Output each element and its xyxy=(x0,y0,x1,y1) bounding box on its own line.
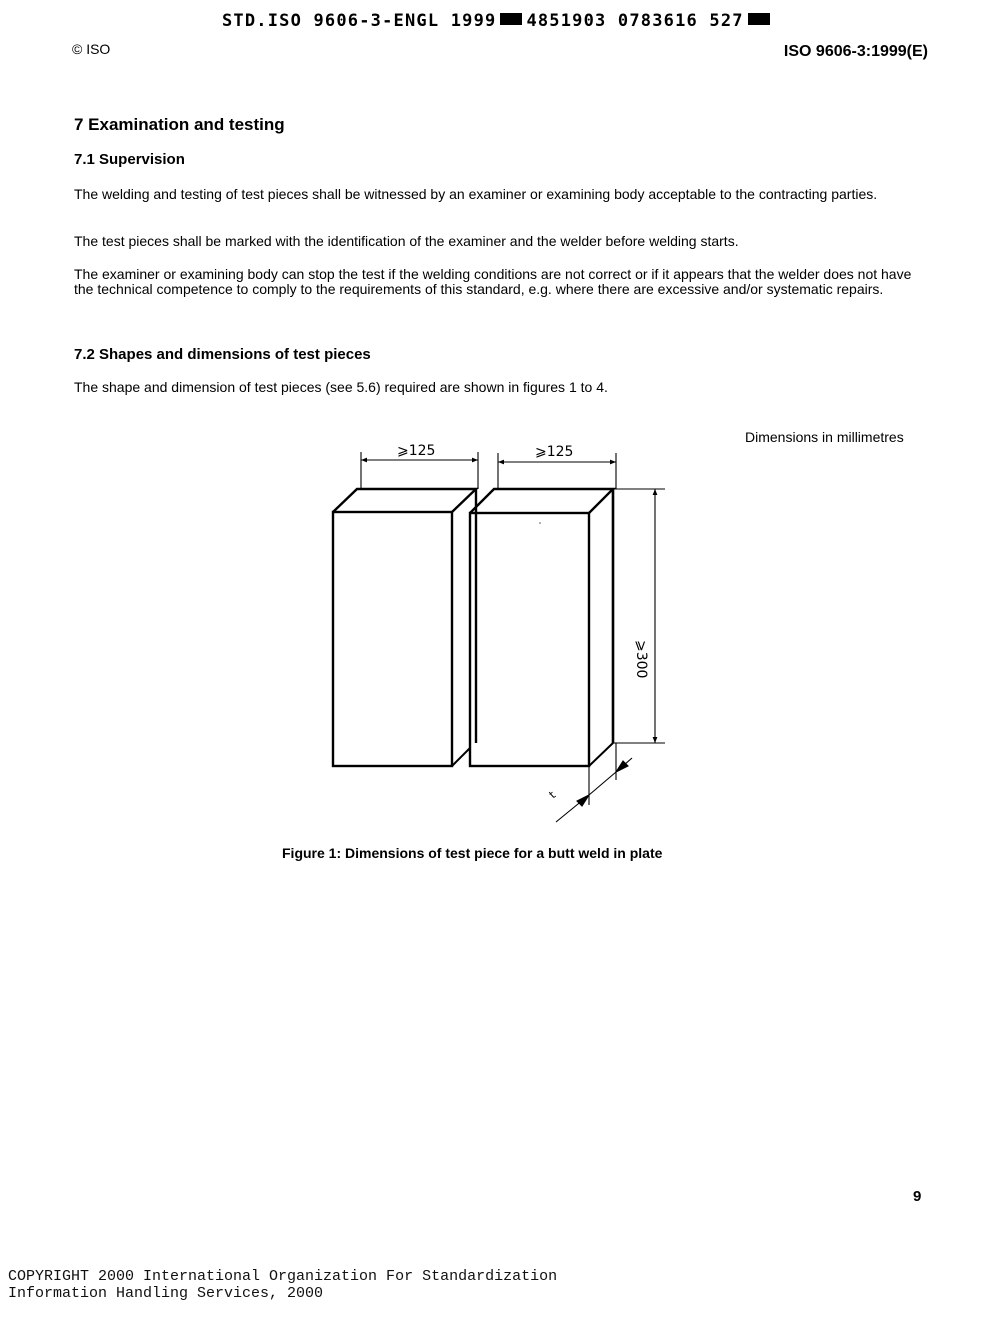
length-label: ⩾300 xyxy=(633,640,649,679)
left-plate xyxy=(333,489,476,766)
section-7-heading: 7 Examination and testing xyxy=(74,115,285,134)
header-standard-id: ISO 9606-3:1999(E) xyxy=(783,43,928,60)
length-dimension xyxy=(613,489,665,743)
paragraph-supervision-3: The examiner or examining body can stop the test if the welding conditions are not correct or if it appears that the welder does not have the technical competence to comply to the requirements of this standard, e.g. where there are excessive and/or systematic repairs. xyxy=(74,266,912,297)
copyright-footer xyxy=(8,1268,557,1302)
copyright-line-2: Information Handling Services, 2000 xyxy=(8,1285,324,1302)
paragraph-supervision-2: The test pieces shall be marked with the identification of the examiner and the welder before welding starts. xyxy=(74,233,739,249)
paragraph-supervision-1: The welding and testing of test pieces shall be witnessed by an examiner or examining body acceptable to the contracting parties. xyxy=(74,186,878,202)
width-right-label: ⩾125 xyxy=(535,444,574,460)
width-left-label: ⩾125 xyxy=(397,443,436,459)
figure-1-caption: Figure 1: Dimensions of test piece for a butt weld in plate xyxy=(282,845,663,861)
thickness-label: t xyxy=(546,788,559,802)
page-number: 9 xyxy=(913,1188,922,1205)
section-7-2-heading: 7.2 Shapes and dimensions of test pieces xyxy=(74,346,371,363)
right-plate xyxy=(470,489,613,766)
paragraph-shapes: The shape and dimension of test pieces (see 5.6) required are shown in figures 1 to 4. xyxy=(74,379,608,395)
dimensions-note: Dimensions in millimetres xyxy=(745,429,904,445)
scan-stamp-number: 4851903 0783616 527 xyxy=(526,11,744,31)
scan-stamp-code: STD.ISO 9606-3-ENGL 1999 xyxy=(222,11,497,31)
thickness-dimension xyxy=(556,743,632,822)
copyright-line-1: COPYRIGHT 2000 International Organization For Standardization xyxy=(8,1268,558,1285)
header-copyright: © ISO xyxy=(72,41,111,57)
section-7-1-heading: 7.1 Supervision xyxy=(74,151,185,168)
